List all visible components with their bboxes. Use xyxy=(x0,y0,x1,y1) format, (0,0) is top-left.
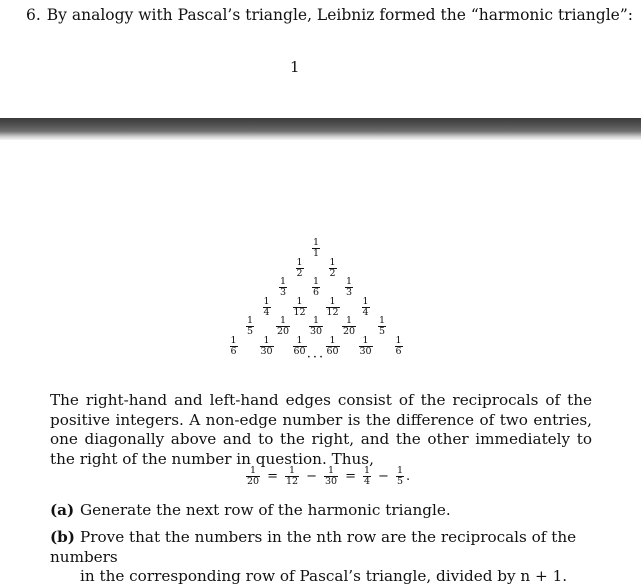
triangle-entry xyxy=(361,297,369,318)
numerator: 1 xyxy=(250,465,257,476)
denominator: 5 xyxy=(378,326,386,337)
numerator: 1 xyxy=(263,295,270,307)
denominator: 60 xyxy=(293,345,306,357)
item-b-text-line1: Prove that the numbers in the nth row are the reciprocals of the numbers xyxy=(50,528,577,566)
numerator: 1 xyxy=(364,465,371,476)
numerator: 1 xyxy=(345,276,353,287)
equation-period: . xyxy=(406,469,411,484)
denominator: 20 xyxy=(276,326,290,337)
triangle-entry xyxy=(345,277,353,298)
denominator: 5 xyxy=(396,476,403,487)
numerator: 1 xyxy=(312,276,320,287)
numerator: 1 xyxy=(230,334,237,346)
denominator: 2 xyxy=(329,267,336,279)
numerator: 1 xyxy=(362,295,369,307)
denominator: 12 xyxy=(286,476,299,487)
equation-fraction xyxy=(324,466,338,487)
numerator: 1 xyxy=(362,334,369,346)
problem-number: 6. xyxy=(26,6,41,24)
denominator: 4 xyxy=(362,306,369,318)
denominator: 6 xyxy=(395,345,402,357)
numerator: 1 xyxy=(296,295,303,307)
numerator: 1 xyxy=(329,256,336,268)
denominator: 60 xyxy=(326,345,339,357)
item-a-text: Generate the next row of the harmonic triangle. xyxy=(80,501,451,519)
item-a xyxy=(50,501,451,521)
triangle-entry xyxy=(325,336,339,357)
numerator: 1 xyxy=(279,276,287,287)
equation-fraction xyxy=(285,466,299,487)
numerator: 1 xyxy=(395,334,402,346)
item-b-text-line2: in the corresponding row of Pascal’s triangle, divided by n + 1. xyxy=(80,567,568,585)
problem-text: By analogy with Pascal’s triangle, Leibniz formed the “harmonic triangle”: xyxy=(46,6,633,24)
equation-fraction xyxy=(246,466,260,487)
denominator: 30 xyxy=(260,345,273,357)
triangle-entry xyxy=(378,316,386,337)
denominator: 30 xyxy=(309,326,323,337)
triangle-entry xyxy=(292,297,306,318)
numerator: 1 xyxy=(289,465,296,476)
numerator: 1 xyxy=(378,315,386,326)
item-b-label: (b) xyxy=(50,528,75,546)
top-one-value: 1 xyxy=(290,58,300,76)
numerator: 1 xyxy=(279,315,287,326)
numerator: 1 xyxy=(246,315,254,326)
denominator: 3 xyxy=(345,287,353,298)
triangle-entry xyxy=(246,316,254,337)
triangle-entry xyxy=(229,336,237,357)
numerator: 1 xyxy=(312,237,320,248)
triangle-entry xyxy=(358,336,372,357)
numerator: 1 xyxy=(328,465,335,476)
denominator: 4 xyxy=(263,306,270,318)
denominator: 20 xyxy=(247,476,260,487)
triangle-entry xyxy=(295,258,303,279)
example-equation xyxy=(244,466,410,487)
equation-fraction xyxy=(363,466,371,487)
triangle-entry xyxy=(328,258,336,279)
numerator: 1 xyxy=(296,334,303,346)
triangle-entry xyxy=(259,336,273,357)
item-a-label: (a) xyxy=(50,501,75,519)
denominator: 30 xyxy=(359,345,372,357)
triangle-ellipsis: ··· xyxy=(306,350,326,365)
denominator: 6 xyxy=(312,287,320,298)
denominator: 20 xyxy=(342,326,356,337)
equation-operator: − xyxy=(306,469,317,484)
denominator: 1 xyxy=(312,248,320,259)
equation-operator: = xyxy=(267,469,278,484)
numerator: 1 xyxy=(263,334,270,346)
equation-operator: = xyxy=(345,469,356,484)
numerator: 1 xyxy=(296,256,303,268)
triangle-entry xyxy=(312,238,320,259)
numerator: 1 xyxy=(345,315,353,326)
equation-fraction xyxy=(396,466,404,487)
denominator: 30 xyxy=(325,476,338,487)
numerator: 1 xyxy=(312,315,320,326)
denominator: 12 xyxy=(326,306,339,318)
triangle-entry xyxy=(276,316,290,337)
triangle-entry xyxy=(342,316,356,337)
numerator: 1 xyxy=(329,295,336,307)
triangle-entry xyxy=(292,336,306,357)
triangle-entry xyxy=(312,277,320,298)
equation-operator: − xyxy=(378,469,389,484)
denominator: 12 xyxy=(293,306,306,318)
numerator: 1 xyxy=(396,465,403,476)
denominator: 4 xyxy=(364,476,371,487)
denominator: 5 xyxy=(246,326,254,337)
explanation-paragraph: The right-hand and left-hand edges consist of the reciprocals of the positive integers. A non-edge number is the difference of two entries, one diagonally above and to the right, and the other immediately to the right of the number in question. Thus, xyxy=(50,391,592,468)
denominator: 3 xyxy=(279,287,287,298)
item-b xyxy=(50,528,610,587)
triangle-entry xyxy=(325,297,339,318)
triangle-entry xyxy=(279,277,287,298)
denominator: 6 xyxy=(230,345,237,357)
numerator: 1 xyxy=(329,334,336,346)
triangle-entry xyxy=(394,336,402,357)
triangle-entry xyxy=(262,297,270,318)
denominator: 2 xyxy=(296,267,303,279)
triangle-entry xyxy=(309,316,323,337)
